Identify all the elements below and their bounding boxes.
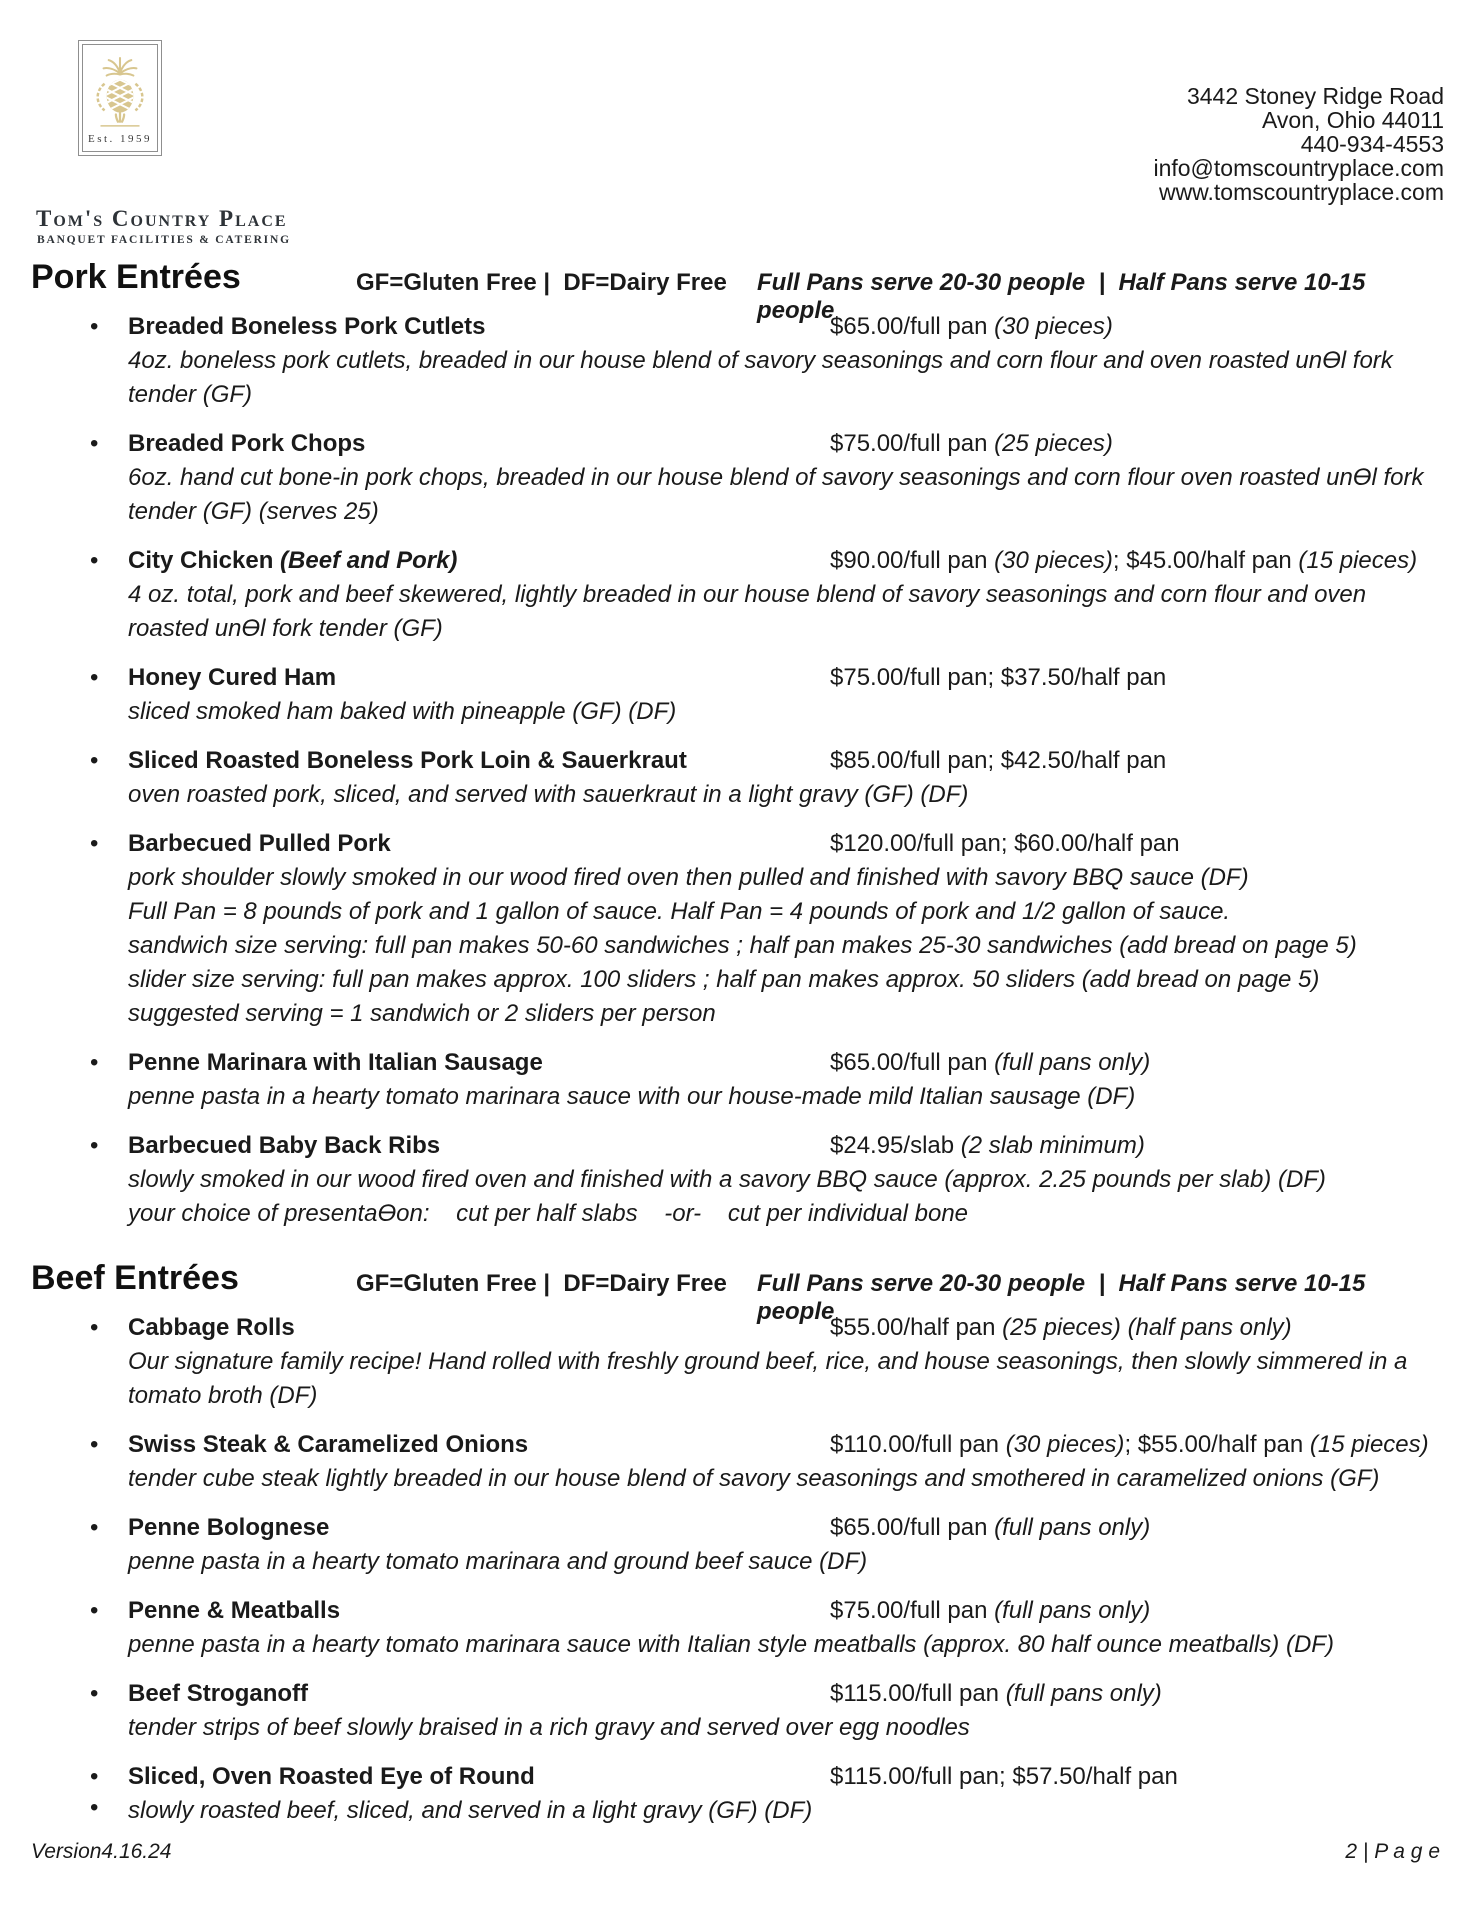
email-address: info@tomscountryplace.com <box>1153 155 1444 181</box>
item-name: Breaded Boneless Pork Cutlets <box>128 313 486 340</box>
bullet-icon: • <box>90 313 99 340</box>
description-line: slowly roasted beef, sliced, and served in a light gravy (GF) (DF) <box>128 1797 813 1824</box>
item-price: $65.00/full pan (full pans only) <box>830 1049 1151 1076</box>
website-url: www.tomscountryplace.com <box>1158 179 1444 205</box>
item-name: Beef Stroganoff <box>128 1680 308 1707</box>
menu-item <box>31 1760 1440 1828</box>
address-city: Avon, Ohio 44011 <box>1261 107 1444 133</box>
bullet-icon: • <box>90 1514 99 1541</box>
description-line: pork shoulder slowly smoked in our wood fired oven then pulled and finished with savory BBQ sauce (DF) <box>128 864 1249 891</box>
bullet-icon: • <box>90 1763 99 1790</box>
menu-item <box>31 1046 1440 1114</box>
description-line: tender cube steak lightly breaded in our house blend of savory seasonings and smothered in caramelized onions (GF) <box>128 1465 1380 1492</box>
section-title: Beef Entrées <box>31 1259 239 1297</box>
parenthetical: (half pans only) <box>1127 1314 1292 1341</box>
description-line: 4 oz. total, pork and beef skewered, lightly breaded in our house blend of savory seasonings and corn flour and oven roasted unƟl fork tender (GF) <box>128 581 1373 642</box>
bullet-icon: • <box>90 430 99 457</box>
item-price: $85.00/full pan; $42.50/half pan <box>830 747 1167 774</box>
description-line: penne pasta in a hearty tomato marinara sauce with our house-made mild Italian sausage (DF) <box>128 1083 1136 1110</box>
item-name: Barbecued Baby Back Ribs <box>128 1132 441 1159</box>
parenthetical: (full pans only) <box>994 1514 1151 1541</box>
address-street: 3442 Stoney Ridge Road <box>1186 83 1444 109</box>
item-list <box>31 1311 1440 1828</box>
menu-item <box>31 544 1440 646</box>
item-price: $24.95/slab (2 slab minimum) <box>830 1132 1145 1159</box>
description-line: penne pasta in a hearty tomato marinara sauce with Italian style meatballs (approx. 80 half ounce meatballs) (DF) <box>128 1631 1334 1658</box>
bullet-icon: • <box>90 830 99 857</box>
parenthetical: (25 pieces) <box>994 430 1113 457</box>
parenthetical: (full pans only) <box>994 1049 1151 1076</box>
description-line: penne pasta in a hearty tomato marinara and ground beef sauce (DF) <box>128 1548 868 1575</box>
section-title: Pork Entrées <box>31 258 241 296</box>
item-description <box>128 1711 1440 1745</box>
bullet-icon: • <box>90 547 99 574</box>
menu-item <box>31 1428 1440 1496</box>
parenthetical: (30 pieces) <box>994 313 1113 340</box>
item-price: $120.00/full pan; $60.00/half pan <box>830 830 1180 857</box>
item-name: Sliced Roasted Boneless Pork Loin & Sauerkraut <box>128 747 687 774</box>
menu-item <box>31 827 1440 1031</box>
item-price: $115.00/full pan; $57.50/half pan <box>830 1763 1178 1790</box>
item-price: $65.00/full pan (full pans only) <box>830 1514 1151 1541</box>
item-name: Honey Cured Ham <box>128 664 337 691</box>
sections-container <box>31 258 1440 1828</box>
item-name: Swiss Steak & Caramelized Onions <box>128 1431 529 1458</box>
brand-tagline: BANQUET FACILITIES & CATERING <box>37 234 291 246</box>
item-list <box>31 310 1440 1231</box>
description-line: tender strips of beef slowly braised in a rich gravy and served over egg noodles <box>128 1714 970 1741</box>
item-name: Breaded Pork Chops <box>128 430 366 457</box>
parenthetical: (Beef and Pork) <box>280 547 458 574</box>
parenthetical: (30 pieces) <box>1005 1431 1125 1458</box>
item-description <box>128 778 1440 812</box>
menu-content <box>0 258 1484 1828</box>
pan-serving-note: Full Pans serve 20-30 people | Half Pans serve 10-15 people <box>757 269 1373 324</box>
item-description <box>128 1462 1440 1496</box>
item-name: Penne Marinara with Italian Sausage <box>128 1049 543 1076</box>
item-name: Sliced, Oven Roasted Eye of Round <box>128 1763 535 1790</box>
description-line: 6oz. hand cut bone-in pork chops, breaded in our house blend of savory seasonings and corn flour oven roasted unƟl fork tender (GF) (serves 25) <box>128 464 1431 525</box>
menu-item <box>31 1511 1440 1579</box>
bullet-icon: • <box>90 1314 99 1341</box>
item-price: $90.00/full pan (30 pieces); $45.00/half pan (15 pieces) <box>830 547 1418 574</box>
menu-item <box>31 427 1440 529</box>
parenthetical: (full pans only) <box>994 1597 1151 1624</box>
description-line: your choice of presentaƟon: cut per half slabs -or- cut per individual bone <box>128 1200 969 1227</box>
parenthetical: (15 pieces) <box>1298 547 1418 574</box>
established-label: Est. 1959 <box>87 133 153 145</box>
phone-number: 440-934-4553 <box>1300 131 1444 157</box>
item-name: Cabbage Rolls <box>128 1314 295 1341</box>
item-description <box>128 1080 1440 1114</box>
contact-block <box>1153 84 1444 204</box>
bullet-icon: • <box>90 747 99 774</box>
parenthetical: (full pans only) <box>1005 1680 1162 1707</box>
logo-frame <box>82 44 158 152</box>
description-line: slider size serving: full pan makes approx. 100 sliders ; half pan makes approx. 50 sliders (add bread on page 5) <box>128 966 1320 993</box>
description-line: sliced smoked ham baked with pineapple (GF) (DF) <box>128 698 677 725</box>
item-price: $110.00/full pan (30 pieces); $55.00/half pan (15 pieces) <box>830 1431 1429 1458</box>
bullet-icon: • <box>90 1049 99 1076</box>
bullet-icon: • <box>90 1597 99 1624</box>
menu-section <box>31 258 1440 1231</box>
item-price: $75.00/full pan (full pans only) <box>830 1597 1151 1624</box>
item-price: $75.00/full pan; $37.50/half pan <box>830 664 1167 691</box>
menu-item <box>31 1677 1440 1745</box>
brand-name: Tom's Country Place <box>36 206 288 231</box>
pineapple-icon <box>89 56 151 132</box>
menu-item <box>31 310 1440 412</box>
description-line: 4oz. boneless pork cutlets, breaded in our house blend of savory seasonings and corn flour and oven roasted unƟl fork tender (GF) <box>128 347 1400 408</box>
item-price: $115.00/full pan (full pans only) <box>830 1680 1162 1707</box>
description-line: Our signature family recipe! Hand rolled with freshly ground beef, rice, and house seasonings, then slowly simmered in a tomato broth (DF) <box>128 1348 1414 1409</box>
item-name: Barbecued Pulled Pork <box>128 830 391 857</box>
item-price: $65.00/full pan (30 pieces) <box>830 313 1113 340</box>
bullet-icon: • <box>90 664 99 691</box>
parenthetical: (2 slab minimum) <box>960 1132 1145 1159</box>
item-description <box>128 1545 1440 1579</box>
menu-item <box>31 1594 1440 1662</box>
menu-item <box>31 1129 1440 1231</box>
section-heading-row <box>31 1259 1440 1325</box>
version-label: Version4.16.24 <box>31 1840 172 1863</box>
bullet-icon: • <box>90 1680 99 1707</box>
menu-item <box>31 661 1440 729</box>
parenthetical: (30 pieces) <box>994 547 1113 574</box>
section-heading-row <box>31 258 1440 324</box>
description-line: sandwich size serving: full pan makes 50-60 sandwiches ; half pan makes 25-30 sandwiches (add bread on page 5) <box>128 932 1357 959</box>
parenthetical: (25 pieces) <box>1002 1314 1121 1341</box>
menu-item <box>31 744 1440 812</box>
item-description <box>128 461 1440 529</box>
empty-bullet: • <box>90 1794 99 1821</box>
description-line: suggested serving = 1 sandwich or 2 sliders per person <box>128 1000 716 1027</box>
page-header <box>0 0 1484 258</box>
item-name: Penne Bolognese <box>128 1514 330 1541</box>
item-price: $55.00/half pan (25 pieces) (half pans only) <box>830 1314 1292 1341</box>
diet-legend: GF=Gluten Free | DF=Dairy Free <box>356 1270 727 1297</box>
parenthetical: (15 pieces) <box>1309 1431 1429 1458</box>
logo <box>78 40 162 156</box>
item-name: City Chicken (Beef and Pork) <box>128 547 458 574</box>
menu-section <box>31 1259 1440 1828</box>
item-description <box>128 578 1440 646</box>
item-description <box>128 861 1440 1031</box>
menu-item <box>31 1311 1440 1413</box>
item-description <box>128 1628 1440 1662</box>
description-line: slowly smoked in our wood fired oven and finished with a savory BBQ sauce (approx. 2.25 pounds per slab) (DF) <box>128 1166 1326 1193</box>
item-description <box>128 695 1440 729</box>
item-name: Penne & Meatballs <box>128 1597 341 1624</box>
bullet-icon: • <box>90 1431 99 1458</box>
page-footer <box>31 1840 1440 1864</box>
item-description <box>128 1163 1440 1231</box>
description-line: Full Pan = 8 pounds of pork and 1 gallon of sauce. Half Pan = 4 pounds of pork and 1/2 gallon of sauce. <box>128 898 1231 925</box>
page-number: 2 | P a g e <box>1345 1840 1440 1863</box>
diet-legend: GF=Gluten Free | DF=Dairy Free <box>356 269 727 296</box>
bullet-icon: • <box>90 1132 99 1159</box>
item-description <box>128 1345 1440 1413</box>
item-price: $75.00/full pan (25 pieces) <box>830 430 1113 457</box>
description-line: oven roasted pork, sliced, and served with sauerkraut in a light gravy (GF) (DF) <box>128 781 969 808</box>
item-description <box>128 1794 1440 1828</box>
pan-serving-note: Full Pans serve 20-30 people | Half Pans serve 10-15 people <box>757 1270 1373 1325</box>
item-description <box>128 344 1440 412</box>
